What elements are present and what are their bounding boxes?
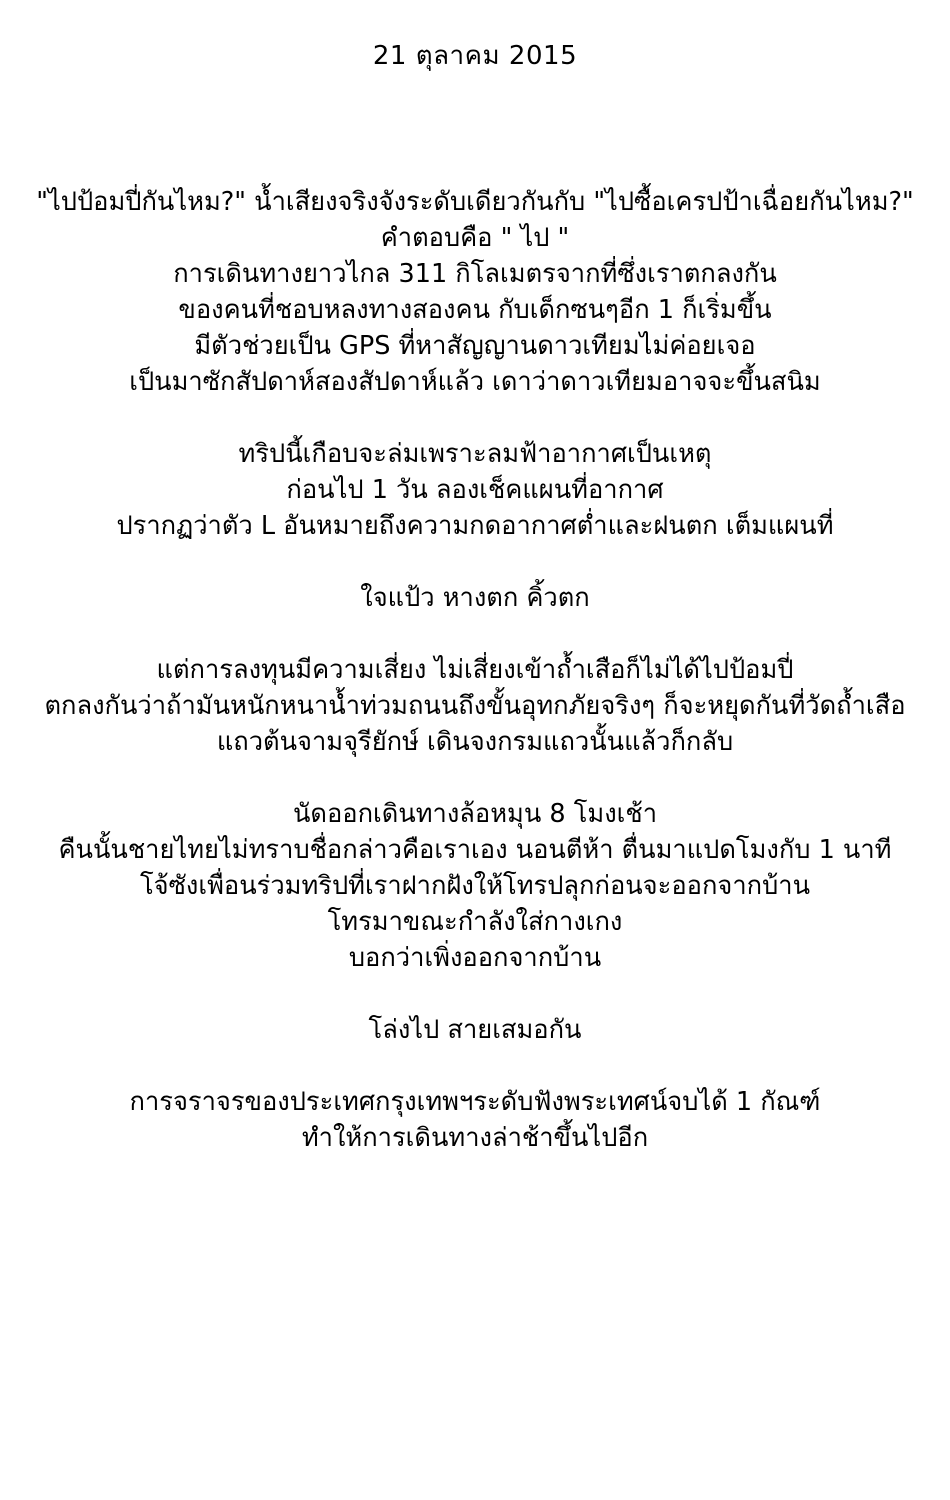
text-line: ใจแป้ว หางตก คิ้วตก: [360, 583, 590, 613]
text-line: มีตัวช่วยเป็น GPS ที่หาสัญญานดาวเทียมไม่ค่อยเจอ: [194, 331, 756, 361]
text-line: โทรมาขณะกำลังใส่กางเกง: [327, 907, 623, 937]
paragraph: [0, 652, 950, 760]
text-line: ของคนที่ชอบหลงทางสองคน กับเด็กซนๆอีก 1 ก็เริ่มขึ้น: [178, 295, 772, 325]
text-line: ตกลงกันว่าถ้ามันหนักหนาน้ำท่วมถนนถึงขั้นอุทกภัยจริงๆ ก็จะหยุดกันที่วัดถ้ำเสือ: [44, 691, 906, 721]
paragraph: [0, 1012, 950, 1048]
text-line: ปรากฏว่าตัว L อันหมายถึงความกดอากาศต่ำและฝนตก เต็มแผนที่: [116, 511, 834, 541]
text-line: ทำให้การเดินทางล่าช้าขึ้นไปอีก: [301, 1123, 649, 1153]
paragraph: [0, 1084, 950, 1156]
text-line: คำตอบคือ " ไป ": [380, 223, 570, 253]
paragraph: [0, 184, 950, 400]
text-line: ก่อนไป 1 วัน ลองเช็คแผนที่อากาศ: [286, 475, 664, 505]
text-line: การจราจรของประเทศกรุงเทพฯระดับฟังพระเทศน์จบได้ 1 กัณฑ์: [129, 1087, 821, 1117]
text-line: การเดินทางยาวไกล 311 กิโลเมตรจากที่ซึ่งเราตกลงกัน: [173, 259, 777, 289]
document-date: 21 ตุลาคม 2015: [372, 41, 578, 71]
text-line: ทริปนี้เกือบจะล่มเพราะลมฟ้าอากาศเป็นเหตุ: [238, 439, 712, 469]
text-line: แต่การลงทุนมีความเสี่ยง ไม่เสี่ยงเข้าถ้ำเสือก็ไม่ได้ไปป้อมปี่: [156, 655, 794, 685]
paragraph: [0, 796, 950, 976]
paragraph: [0, 580, 950, 616]
text-line: โล่งไป สายเสมอกัน: [368, 1015, 582, 1045]
text-line: โจ้ซังเพื่อนร่วมทริปที่เราฝากฝังให้โทรปลุกก่อนจะออกจากบ้าน: [139, 871, 811, 901]
text-line: บอกว่าเพิ่งออกจากบ้าน: [348, 943, 602, 973]
text-line: คืนนั้นชายไทยไม่ทราบชื่อกล่าวคือเราเอง นอนตีห้า ตื่นมาแปดโมงกับ 1 นาที: [58, 835, 892, 865]
text-line: เป็นมาซักสัปดาห์สองสัปดาห์แล้ว เดาว่าดาวเทียมอาจจะขึ้นสนิม: [129, 367, 821, 397]
text-line: แถวต้นจามจุรียักษ์ เดินจงกรมแถวนั้นแล้วก็กลับ: [216, 727, 734, 757]
document-body: [0, 184, 950, 1156]
paragraph: [0, 436, 950, 544]
text-line: "ไปป้อมปี่กันไหม?" น้ำเสียงจริงจังระดับเดียวกันกับ "ไปซื้อเครปป้าเฉื่อยกันไหม?": [36, 187, 914, 217]
text-line: นัดออกเดินทางล้อหมุน 8 โมงเช้า: [292, 799, 658, 829]
